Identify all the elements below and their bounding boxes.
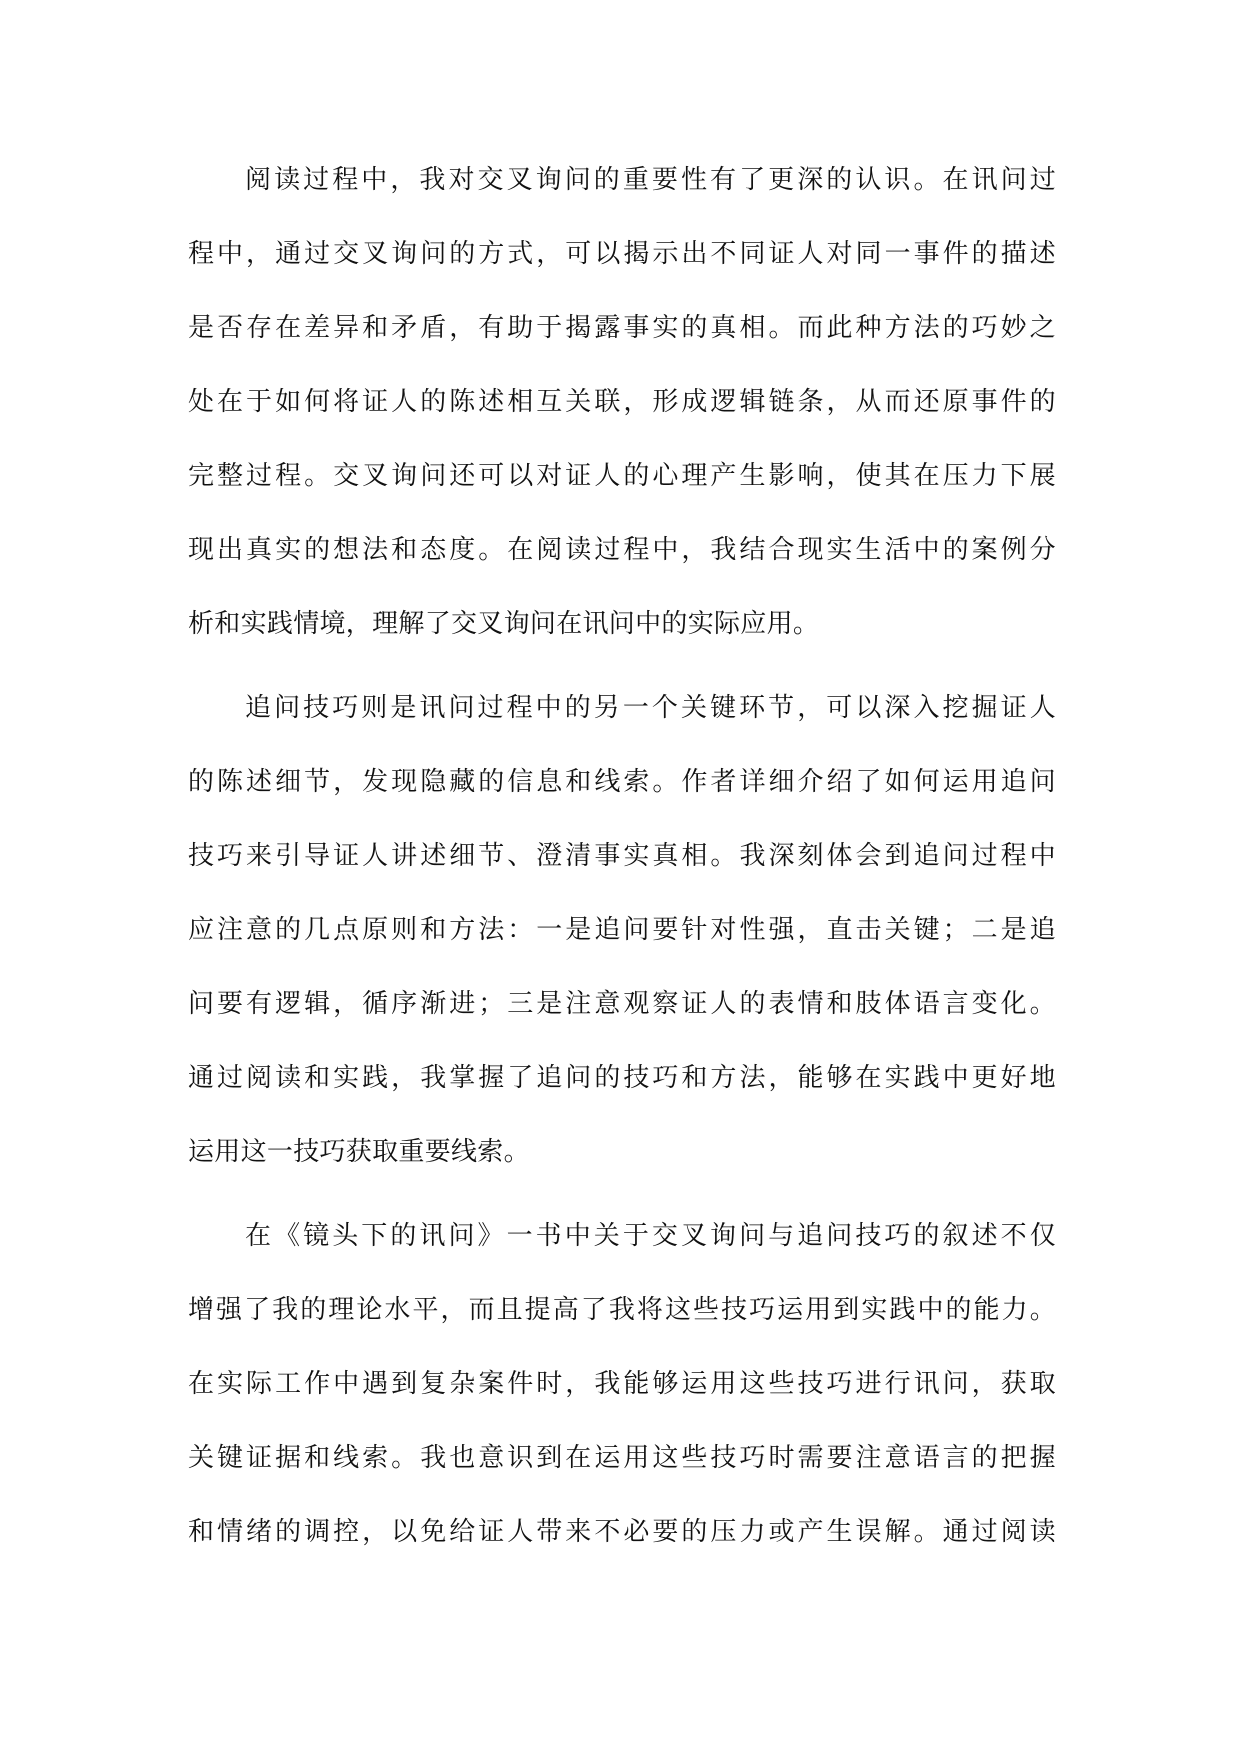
text-line: 是否存在差异和矛盾，有助于揭露事实的真相。而此种方法的巧妙之 [188, 313, 1056, 343]
text-line: 问要有逻辑，循序渐进；三是注意观察证人的表情和肢体语言变化。 [188, 989, 1056, 1019]
paragraph-cross-examination [188, 143, 1056, 661]
text-line: 现出真实的想法和态度。在阅读过程中，我结合现实生活中的案例分 [188, 535, 1056, 565]
text-line: 通过阅读和实践，我掌握了追问的技巧和方法，能够在实践中更好地 [188, 1063, 1056, 1093]
text-line: 在《镜头下的讯问》一书中关于交叉询问与追问技巧的叙述不仅 [245, 1221, 1056, 1251]
text-line: 析和实践情境，理解了交叉询问在讯问中的实际应用。 [188, 609, 820, 639]
text-line: 阅读过程中，我对交叉询问的重要性有了更深的认识。在讯问过 [245, 165, 1056, 195]
document-body [188, 143, 1056, 1579]
text-line: 运用这一技巧获取重要线索。 [188, 1137, 530, 1167]
paragraph-book-reflection [188, 1199, 1056, 1569]
text-line: 程中，通过交叉询问的方式，可以揭示出不同证人对同一事件的描述 [188, 239, 1056, 269]
text-line: 技巧来引导证人讲述细节、澄清事实真相。我深刻体会到追问过程中 [188, 841, 1056, 871]
text-line: 增强了我的理论水平，而且提高了我将这些技巧运用到实践中的能力。 [188, 1295, 1056, 1325]
text-line: 和情绪的调控，以免给证人带来不必要的压力或产生误解。通过阅读 [188, 1517, 1056, 1547]
text-line: 处在于如何将证人的陈述相互关联，形成逻辑链条，从而还原事件的 [188, 387, 1056, 417]
paragraph-follow-up-questioning [188, 671, 1056, 1189]
text-line: 的陈述细节，发现隐藏的信息和线索。作者详细介绍了如何运用追问 [188, 767, 1056, 797]
text-line: 在实际工作中遇到复杂案件时，我能够运用这些技巧进行讯问，获取 [188, 1369, 1056, 1399]
text-line: 应注意的几点原则和方法：一是追问要针对性强，直击关键；二是追 [188, 915, 1056, 945]
text-line: 完整过程。交叉询问还可以对证人的心理产生影响，使其在压力下展 [188, 461, 1056, 491]
text-line: 追问技巧则是讯问过程中的另一个关键环节，可以深入挖掘证人 [245, 693, 1056, 723]
text-line: 关键证据和线索。我也意识到在运用这些技巧时需要注意语言的把握 [188, 1443, 1056, 1473]
